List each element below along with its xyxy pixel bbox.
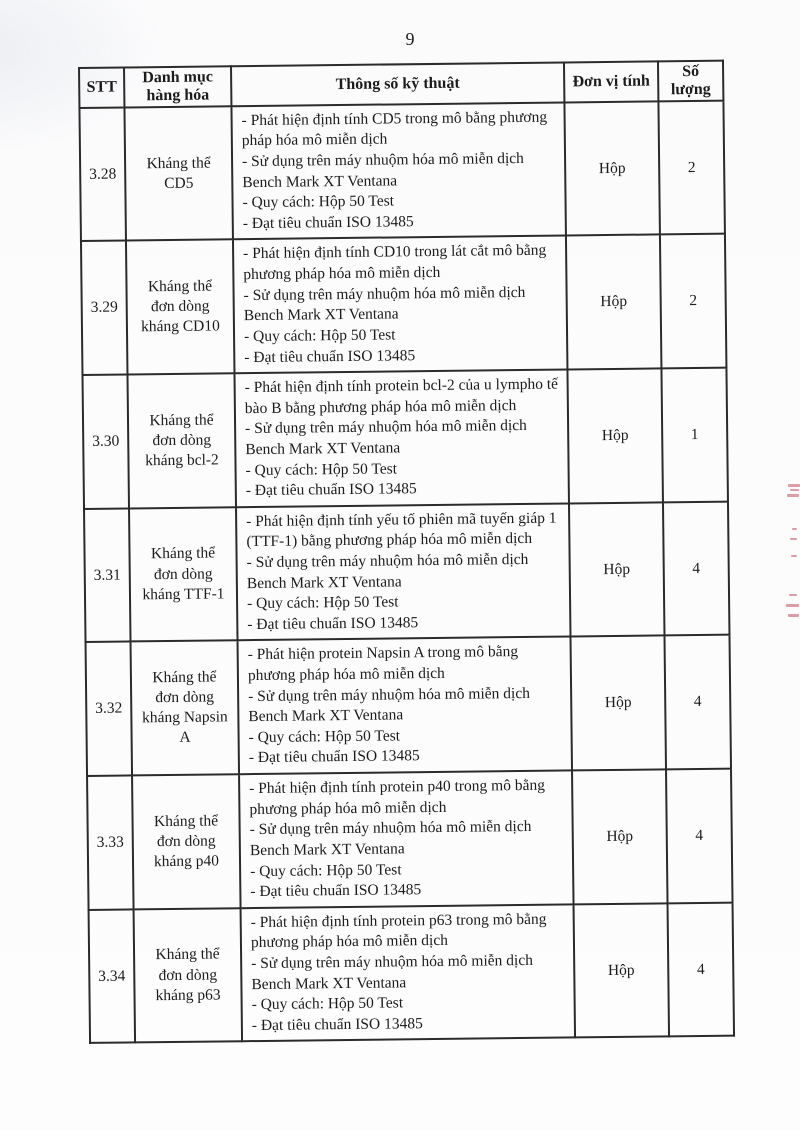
red-ink-fragment bbox=[788, 614, 799, 617]
spec-line: - Quy cách: Hộp 50 Test bbox=[245, 459, 398, 479]
spec-table bbox=[78, 60, 735, 1045]
page-number: 9 bbox=[405, 29, 415, 49]
spec-line: - Phát hiện định tính protein p40 trong mô bằng phương pháp hóa mô miễn dịch bbox=[249, 776, 546, 818]
red-ink-fragment bbox=[787, 494, 799, 497]
spec-line: - Quy cách: Hộp 50 Test bbox=[247, 593, 399, 613]
spec-line: - Quy cách: Hộp 50 Test bbox=[251, 994, 404, 1014]
item-cell: Kháng thể đơn dòng kháng CD10 bbox=[126, 240, 235, 375]
stt-cell: 3.31 bbox=[84, 508, 131, 642]
spec-line: - Sử dụng trên máy nhuộm hóa mô miễn dịch Bench Mark XT Ventana bbox=[241, 149, 524, 191]
red-ink-fragment bbox=[790, 489, 799, 491]
red-ink-fragment bbox=[791, 555, 797, 557]
stt-cell: 3.32 bbox=[86, 642, 133, 776]
item-cell: Kháng thể CD5 bbox=[124, 106, 233, 241]
spec-line: - Sử dụng trên máy nhuộm hóa mô miễn dịch Bench Mark XT Ventana bbox=[243, 283, 526, 325]
red-ink-fragment bbox=[789, 594, 797, 596]
unit-cell: Hộp bbox=[572, 769, 668, 904]
col-header-qty: Số lượng bbox=[658, 61, 723, 102]
col-header-stt: STT bbox=[79, 67, 124, 107]
unit-cell: Hộp bbox=[574, 903, 670, 1038]
specs-cell bbox=[231, 102, 565, 239]
spec-line: - Quy cách: Hộp 50 Test bbox=[242, 192, 395, 212]
spec-line: - Phát hiện protein Napsin A trong mô bằng phương pháp hóa mô miễn dịch bbox=[247, 643, 519, 685]
unit-cell: Hộp bbox=[569, 502, 665, 637]
table-row bbox=[86, 635, 731, 776]
table-row bbox=[79, 100, 724, 241]
col-header-item: Danh mục hàng hóa bbox=[124, 66, 231, 107]
specs-cell bbox=[233, 236, 567, 373]
spec-line: - Phát hiện định tính protein p63 trong mô bằng phương pháp hóa mô miễn dịch bbox=[250, 910, 547, 952]
stt-cell: 3.29 bbox=[81, 241, 128, 375]
table-row bbox=[81, 234, 726, 375]
qty-cell: 4 bbox=[664, 635, 731, 769]
stt-cell: 3.28 bbox=[79, 107, 126, 241]
spec-line: - Sử dụng trên máy nhuộm hóa mô miễn dịch Bench Mark XT Ventana bbox=[245, 417, 527, 459]
item-cell: Kháng thể đơn dòng kháng TTF-1 bbox=[129, 507, 238, 642]
stt-cell: 3.33 bbox=[87, 776, 134, 910]
item-cell: Kháng thể đơn dòng kháng p63 bbox=[134, 908, 243, 1043]
spec-line: - Phát hiện định tính yếu tố phiên mã tuyến giáp 1 (TTF-1) bằng phương pháp hóa mô miễn dịch bbox=[246, 509, 557, 551]
spec-line: - Sử dụng trên máy nhuộm hóa mô miễn dịch Bench Mark XT Ventana bbox=[248, 684, 530, 726]
spec-line: - Sử dụng trên máy nhuộm hóa mô miễn dịch Bench Mark XT Ventana bbox=[246, 550, 529, 592]
qty-cell: 1 bbox=[661, 368, 728, 502]
col-header-specs: Thông số kỹ thuật bbox=[231, 62, 564, 106]
spec-line: - Sử dụng trên máy nhuộm hóa mô miễn dịch Bench Mark XT Ventana bbox=[251, 951, 534, 993]
spec-line: - Đạt tiêu chuẩn ISO 13485 bbox=[242, 213, 414, 232]
spec-line: - Đạt tiêu chuẩn ISO 13485 bbox=[245, 480, 417, 500]
table-row bbox=[87, 769, 732, 910]
spec-line: - Phát hiện định tính CD10 trong lát cắt mô bằng phương pháp hóa mô miễn dịch bbox=[243, 242, 547, 284]
spec-line: - Phát hiện định tính protein bcl-2 của u lympho tế bào B bằng phương pháp hóa mô miễn dịch bbox=[244, 375, 559, 417]
unit-cell: Hộp bbox=[564, 101, 660, 236]
specs-cell bbox=[241, 904, 575, 1041]
spec-line: - Quy cách: Hộp 50 Test bbox=[248, 727, 401, 746]
qty-cell: 2 bbox=[660, 234, 727, 368]
qty-cell: 4 bbox=[666, 769, 733, 903]
red-ink-fragment bbox=[792, 528, 797, 530]
unit-cell: Hộp bbox=[566, 235, 662, 370]
spec-line: - Quy cách: Hộp 50 Test bbox=[243, 326, 396, 346]
spec-line: - Đạt tiêu chuẩn ISO 13485 bbox=[248, 747, 420, 767]
item-cell: Kháng thể đơn dòng kháng bcl-2 bbox=[127, 373, 236, 508]
red-ink-fragment bbox=[786, 604, 799, 607]
spec-line: - Đạt tiêu chuẩn ISO 13485 bbox=[244, 346, 416, 366]
specs-cell bbox=[234, 370, 568, 507]
table-row bbox=[84, 501, 729, 642]
red-ink-fragment bbox=[790, 538, 797, 540]
specs-cell bbox=[236, 503, 570, 640]
qty-cell: 2 bbox=[658, 100, 725, 234]
qty-cell: 4 bbox=[668, 902, 735, 1036]
spec-line: - Đạt tiêu chuẩn ISO 13485 bbox=[251, 1014, 423, 1034]
stt-cell: 3.30 bbox=[82, 375, 129, 509]
qty-cell: 4 bbox=[663, 501, 730, 635]
item-cell: Kháng thể đơn dòng kháng p40 bbox=[132, 774, 241, 909]
specs-cell bbox=[238, 637, 572, 774]
spec-line: - Đạt tiêu chuẩn ISO 13485 bbox=[250, 881, 422, 901]
items-table bbox=[78, 60, 733, 1045]
item-cell: Kháng thể đơn dòng kháng Napsin A bbox=[131, 641, 240, 776]
spec-line: - Đạt tiêu chuẩn ISO 13485 bbox=[247, 614, 419, 633]
col-header-unit: Đơn vị tính bbox=[564, 61, 658, 102]
spec-line: - Sử dụng trên máy nhuộm hóa mô miễn dịch Bench Mark XT Ventana bbox=[249, 818, 532, 860]
red-ink-fragment bbox=[788, 484, 800, 487]
spec-line: - Quy cách: Hộp 50 Test bbox=[250, 860, 402, 880]
unit-cell: Hộp bbox=[570, 636, 666, 771]
table-row bbox=[82, 368, 727, 509]
table-row bbox=[89, 902, 734, 1043]
unit-cell: Hộp bbox=[567, 369, 663, 504]
specs-cell bbox=[239, 771, 573, 908]
stt-cell: 3.34 bbox=[89, 909, 136, 1043]
spec-line: - Phát hiện định tính CD5 trong mô bằng phương pháp hóa mô miễn dịch bbox=[241, 108, 548, 150]
